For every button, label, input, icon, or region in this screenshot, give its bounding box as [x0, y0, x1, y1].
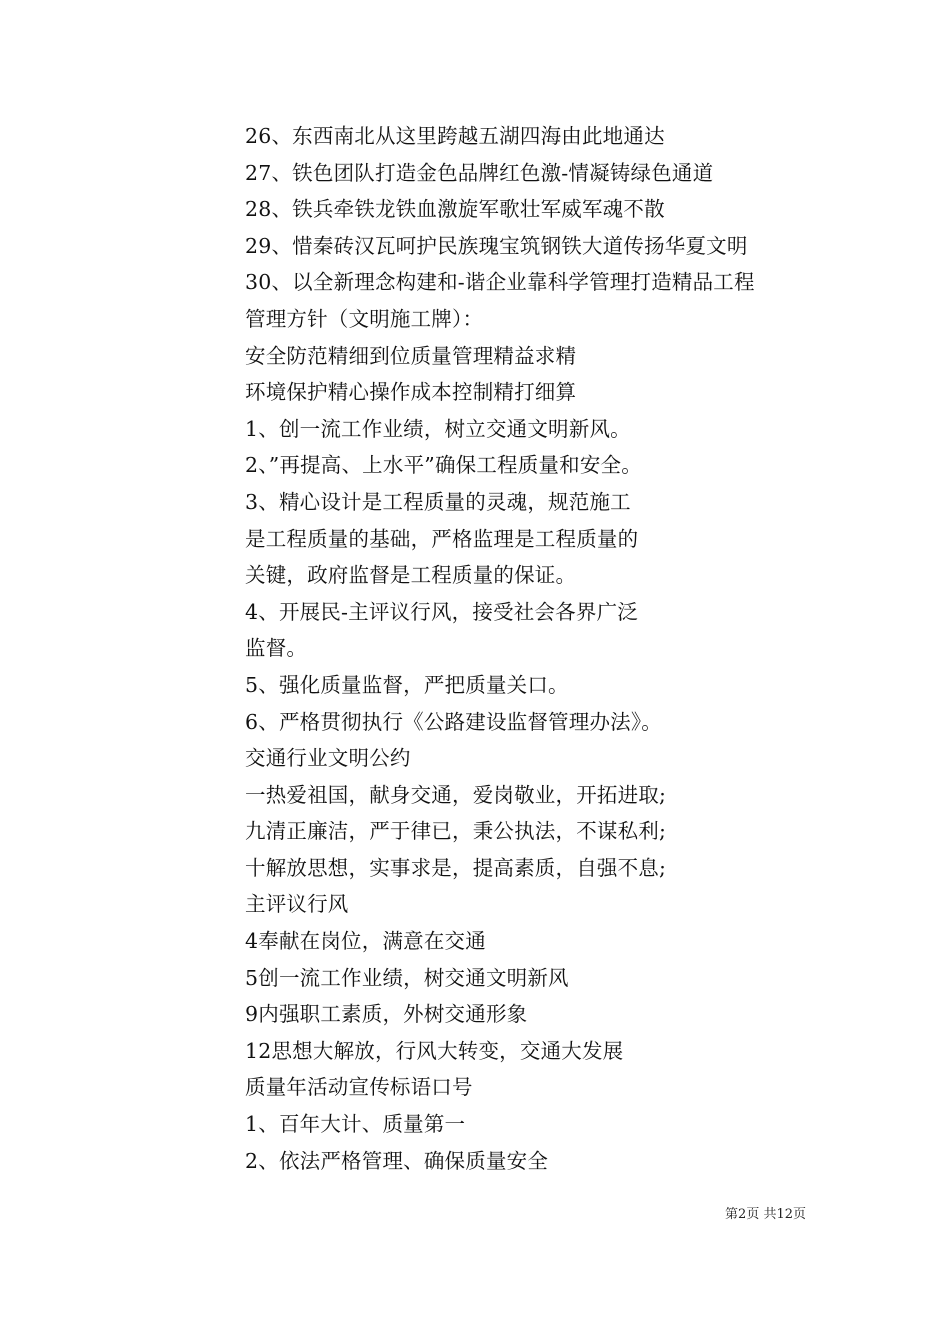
text-line: 29、惜秦砖汉瓦呵护民族瑰宝筑钢铁大道传扬华夏文明 — [245, 233, 748, 258]
text-line: 监督。 — [245, 636, 308, 661]
section-heading: 交通行业文明公约 — [245, 746, 411, 771]
text-line: 是工程质量的基础，严格监理是工程质量的 — [245, 526, 639, 551]
text-line: 30、以全新理念构建和-谐企业靠科学管理打造精品工程 — [245, 270, 755, 295]
text-line: 2、”再提高、上水平”确保工程质量和安全。 — [245, 453, 642, 478]
text-line: 4、开展民-主评议行风，接受社会各界广泛 — [245, 599, 638, 624]
body-text — [245, 118, 845, 1179]
text-line: 12思想大解放，行风大转变，交通大发展 — [245, 1038, 624, 1063]
text-line: 九清正廉洁，严于律已，秉公执法，不谋私利; — [245, 819, 667, 844]
section-heading: 质量年活动宣传标语口号 — [245, 1075, 473, 1100]
text-line: 6、严格贯彻执行《公路建设监督管理办法》。 — [245, 709, 662, 734]
text-line: 5创一流工作业绩，树交通文明新风 — [245, 965, 569, 990]
text-line: 5、强化质量监督，严把质量关口。 — [245, 672, 569, 697]
text-line: 3、精心设计是工程质量的灵魂，规范施工 — [245, 489, 631, 514]
text-line: 28、铁兵牵铁龙铁血激旋军歌壮军威军魂不散 — [245, 197, 665, 222]
text-line: 4奉献在岗位，满意在交通 — [245, 929, 486, 954]
text-line: 十解放思想，实事求是，提高素质，自强不息; — [245, 855, 667, 880]
text-line: 一热爱祖国，献身交通，爱岗敬业，开拓进取; — [245, 782, 667, 807]
section-heading: 主评议行风 — [245, 892, 349, 917]
text-line: 关键，政府监督是工程质量的保证。 — [245, 563, 577, 588]
text-line: 27、铁色团队打造金色品牌红色激-情凝铸绿色通道 — [245, 160, 714, 185]
text-line: 2、依法严格管理、确保质量安全 — [245, 1148, 549, 1173]
text-line: 1、创一流工作业绩，树立交通文明新风。 — [245, 416, 631, 441]
section-heading: 管理方针（文明施工牌）： — [245, 306, 484, 331]
text-line: 26、东西南北从这里跨越五湖四海由此地通达 — [245, 124, 665, 148]
text-line: 安全防范精细到位质量管理精益求精 — [245, 343, 577, 368]
text-line: 环境保护精心操作成本控制精打细算 — [245, 380, 577, 405]
text-line: 1、百年大计、质量第一 — [245, 1112, 466, 1137]
page-number: 第2页 共12页 — [725, 1207, 806, 1222]
text-line: 9内强职工素质，外树交通形象 — [245, 1002, 528, 1027]
